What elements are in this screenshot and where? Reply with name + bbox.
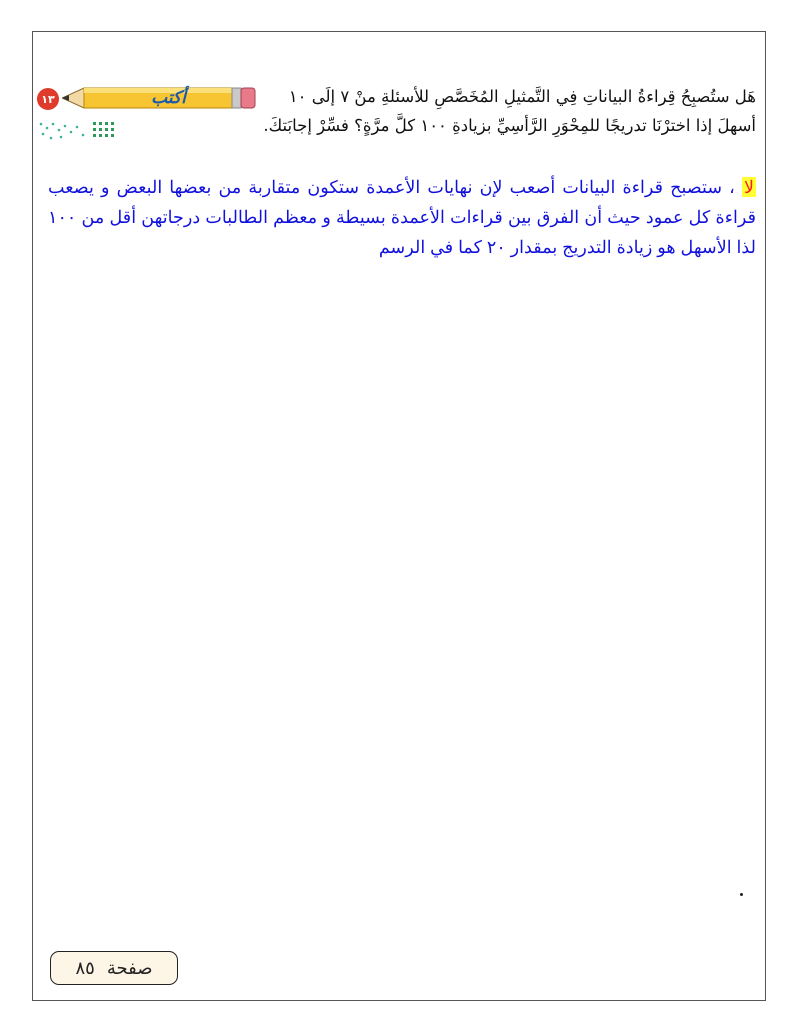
answer-paragraph [48, 172, 756, 262]
question-line-1: هَل ستُصبِحُ قِراءةُ البياناتِ فِي التَّمثيلِ المُخَصَّصِ للأسئلةِ منْ ٧ إلَى ١٠ [288, 87, 756, 106]
write-badge-label: أكتب [151, 88, 186, 108]
stray-dot [740, 893, 743, 896]
question-number-badge: ١٣ [37, 88, 59, 110]
question-line-2: أسهلَ إذا اخترْنَا تدريجًا للمِحْوَرِ الرَّأسِيِّ بزيادةِ ١٠٠ كلَّ مرَّةٍ؟ فسِّرْ إجابَتكَ. [263, 116, 756, 135]
page-number-tag [50, 951, 178, 985]
answer-highlight: لا [743, 177, 754, 197]
page-word: صفحة [106, 957, 153, 979]
page-number: ٨٥ [75, 957, 95, 979]
write-badge [62, 84, 257, 112]
answer-text: ، ستصبح قراءة البيانات أصعب لإن نهايات الأعمدة ستكون متقاربة من بعضها البعض و يصعب قراءة كل عمود حيث أن الفرق بين قراءات الأعمدة بسيطة و معظم الطالبات درجاتهن أقل من ١٠٠ لذا الأسهل هو زيادة التدريج بمقدار ٢٠ كما في الرسم [48, 177, 756, 257]
dots-logo-icon [37, 120, 122, 142]
